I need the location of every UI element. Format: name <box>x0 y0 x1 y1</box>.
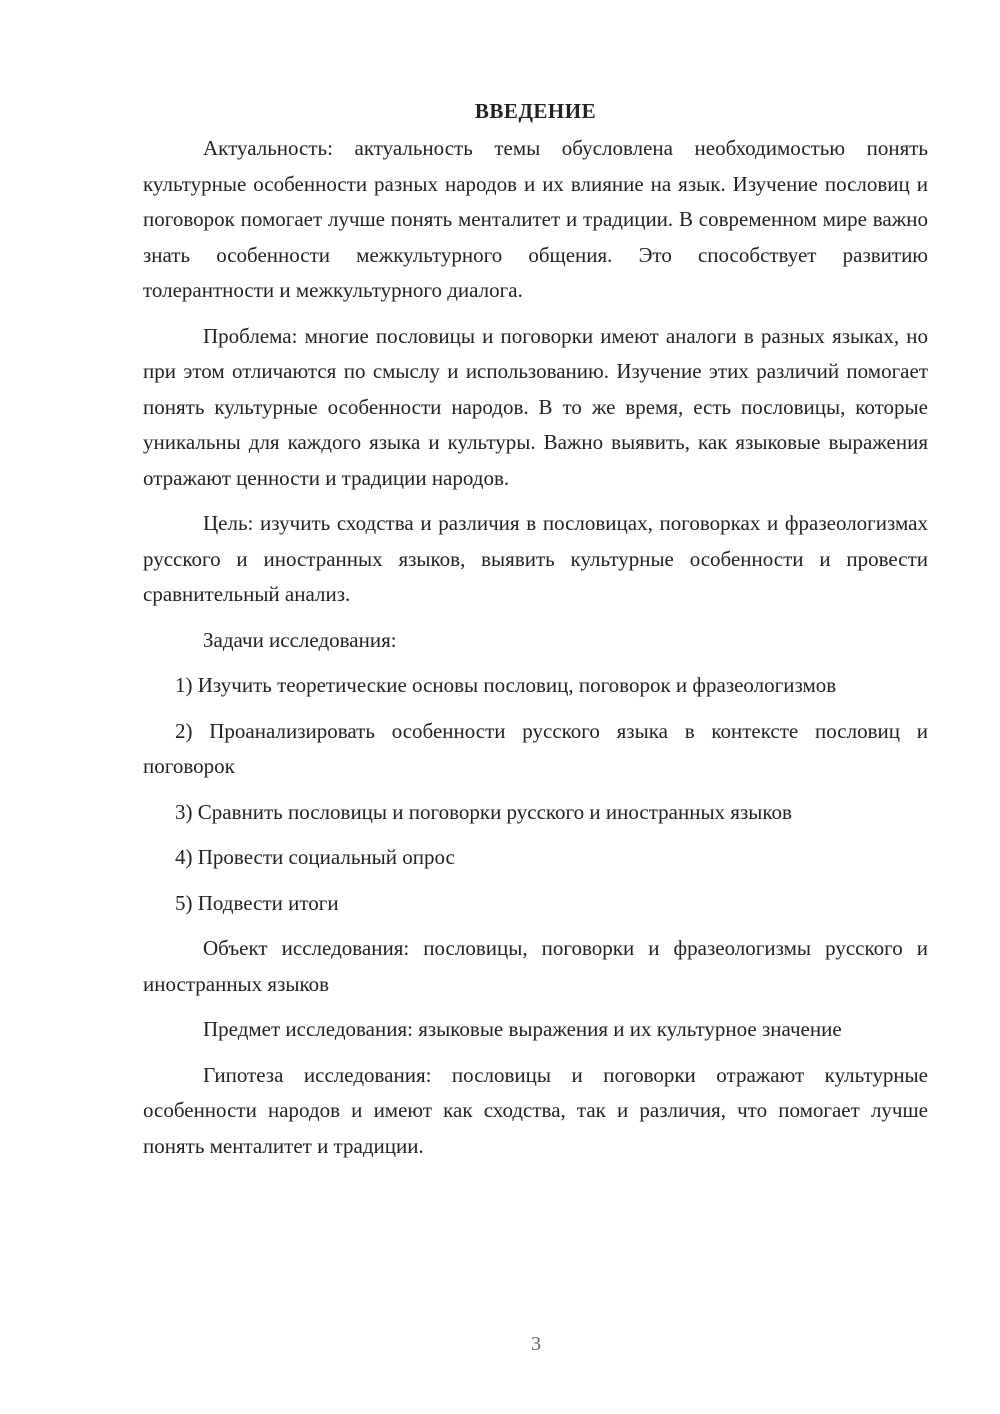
paragraph-object: Объект исследования: пословицы, поговорки и фразеологизмы русского и иностранных языков <box>143 936 928 996</box>
paragraph-problem: Проблема: многие пословицы и поговорки имеют аналоги в разных языках, но при этом отличаются по смыслу и использованию. Изучение этих различий помогает понять культурные особенности народов. В то же время, есть пословицы, которые уникальны для каждого языка и культуры. Важно выявить, как языковые выражения отражают ценности и традиции народов. <box>143 323 928 490</box>
list-item: 2) Проанализировать особенности русского языка в контексте пословиц и поговорок <box>143 718 928 778</box>
paragraph-tasks-heading: Задачи исследования: <box>203 627 397 652</box>
paragraph-relevance: Актуальность: актуальность темы обусловлена необходимостью понять культурные особенности разных народов и их влияние на язык. Изучение пословиц и поговорок помогает лучше понять менталитет и традиции. В современном мире важно знать особенности межкультурного общения. Это способствует развитию толерантности и межкультурного диалога. <box>143 136 928 302</box>
list-item: 3) Сравнить пословицы и поговорки русского и иностранных языков <box>175 799 792 824</box>
paragraph-subject: Предмет исследования: языковые выражения и их культурное значение <box>203 1017 842 1041</box>
document-page <box>143 96 928 1174</box>
tasks-list <box>143 668 928 921</box>
list-item: 5) Подвести итоги <box>175 890 339 915</box>
page-number: 3 <box>531 1333 541 1355</box>
paragraph-goal: Цель: изучить сходства и различия в пословицах, поговорках и фразеологизмах русского и иностранных языков, выявить культурные особенности и провести сравнительный анализ. <box>143 511 928 606</box>
section-title: ВВЕДЕНИЕ <box>474 99 597 123</box>
paragraph-hypothesis: Гипотеза исследования: пословицы и поговорки отражают культурные особенности народов и имеют как сходства, так и различия, что помогает лучше понять менталитет и традиции. <box>143 1062 928 1158</box>
list-item: 1) Изучить теоретические основы пословиц, поговорок и фразеологизмов <box>175 673 837 697</box>
list-item: 4) Провести социальный опрос <box>175 845 455 869</box>
